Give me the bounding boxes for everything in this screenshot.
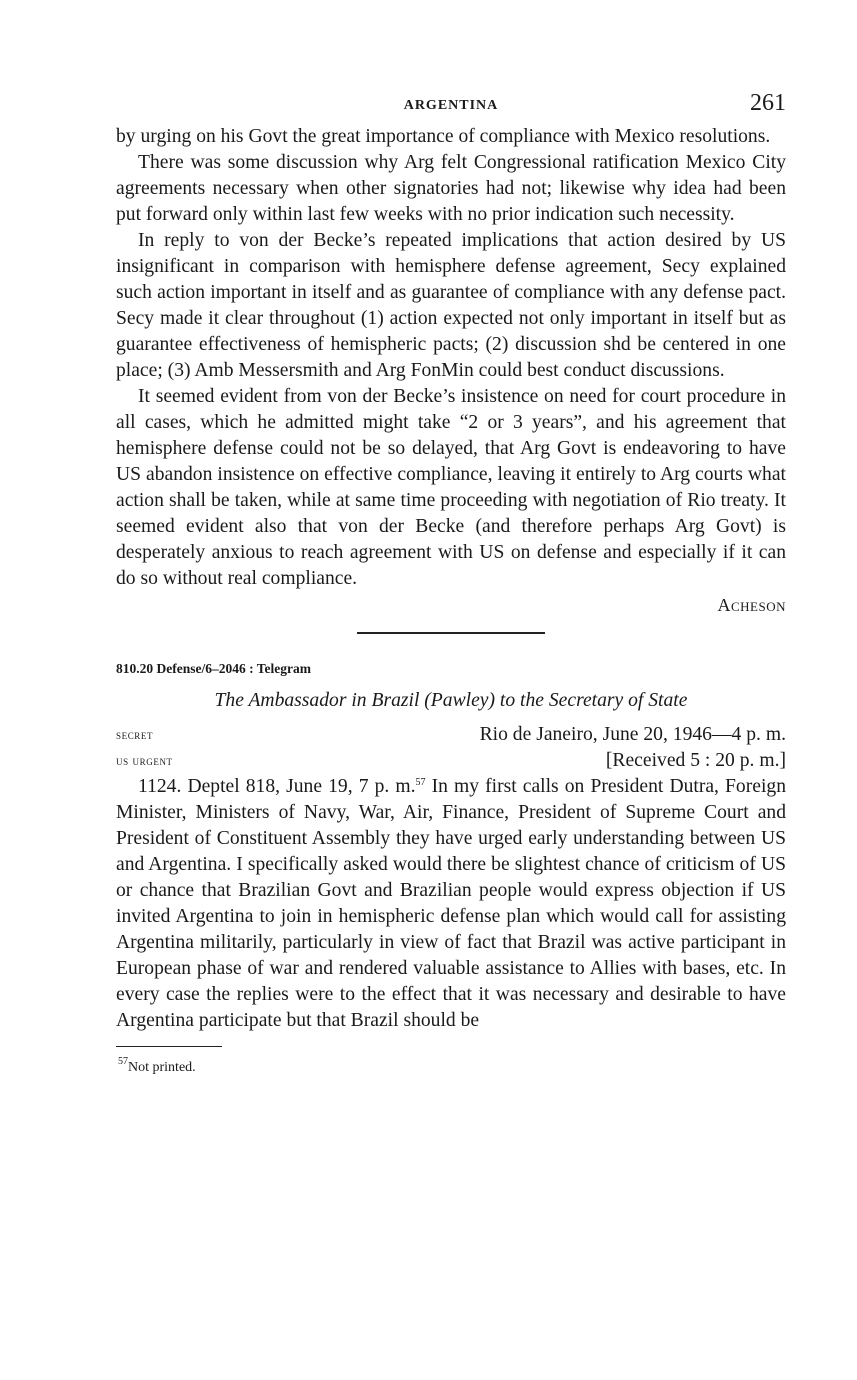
telegram-body [116,774,786,1034]
paragraph: In reply to von der Becke’s repeated implications that action desired by US insignificant in comparison with hemisphere defense agreement, Secy explained such action important in itself and as guarantee of compliance with any defense pact. Secy made it clear throughout (1) action expected not only important in itself but as guarantee effectiveness of hemispheric pacts; (2) discussion shd be centered in one place; (3) Amb Messersmith and Arg FonMin could best conduct discussions. [116,230,786,381]
telegram-body-continued: In my first calls on President Dutra, Foreign Minister, Ministers of Navy, War, Air, Finance, President of Supreme Court and President of Constituent Assembly they have urged early understanding between US and Argentina. I specifically asked would there be slightest chance of criticism of US or chance that Brazilian Govt and Brazilian people would express objection if US invited Argentina to join in hemispheric defense plan which would call for assisting Argentina militarily, particularly in view of fact that Brazil was active participant in European phase of war and rendered valuable assistance to Allies with bases, etc. In every case the replies were to the effect that it was necessary and desirable to have Argentina participate but that Brazil should be [116,776,786,1031]
running-header [116,88,786,124]
page-number: 261 [750,90,786,116]
running-title: ARGENTINA [403,98,499,113]
paragraph: It seemed evident from von der Becke’s insistence on need for court procedure in all cases, which he admitted might take “2 or 3 years”, and his agreement that hemisphere defense could not be so delayed, that Arg Govt is endeavoring to have US abandon insistence on effective compliance, leaving it entirely to Arg courts what action shall be taken, while at same time proceeding with negotiation of Rio treaty. It seemed evident also that von der Becke (and therefore perhaps Arg Govt) is desperately anxious to reach agreement with US on defense and especially if it can do so without real compliance. [116,386,786,589]
telegram-body-start: 1124. Deptel 818, June 19, 7 p. m. [138,776,416,797]
document-title: The Ambassador in Brazil (Pawley) to the Secretary of State [214,690,688,711]
footnote-marker: 57 [118,1056,128,1067]
paragraph: by urging on his Govt the great importance of compliance with Mexico resolutions. [116,126,771,147]
place-date: Rio de Janeiro, June 20, 1946—4 p. m. [479,724,786,745]
received-row [116,748,786,774]
file-reference: 810.20 Defense/6–2046 : Telegram [116,661,311,676]
dateline-row [116,722,786,748]
signature: Acheson [717,595,786,615]
section-divider [357,632,545,634]
classification-label: secret [116,727,154,742]
footnote [118,1056,786,1077]
priority-label: us urgent [116,753,173,768]
received-time: [Received 5 : 20 p. m.] [605,750,786,771]
document-page [116,88,786,1077]
paragraph: There was some discussion why Arg felt Congressional ratification Mexico City agreements necessary when other signatories had not; likewise why idea had been put forward only within last few weeks with no prior indication such necessity. [116,152,786,225]
footnote-text: Not printed. [128,1060,196,1075]
footnote-divider [116,1046,222,1047]
section-acheson-memo [116,124,786,618]
footnote-reference: 57 [415,777,426,788]
section-pawley-telegram [116,774,786,1034]
